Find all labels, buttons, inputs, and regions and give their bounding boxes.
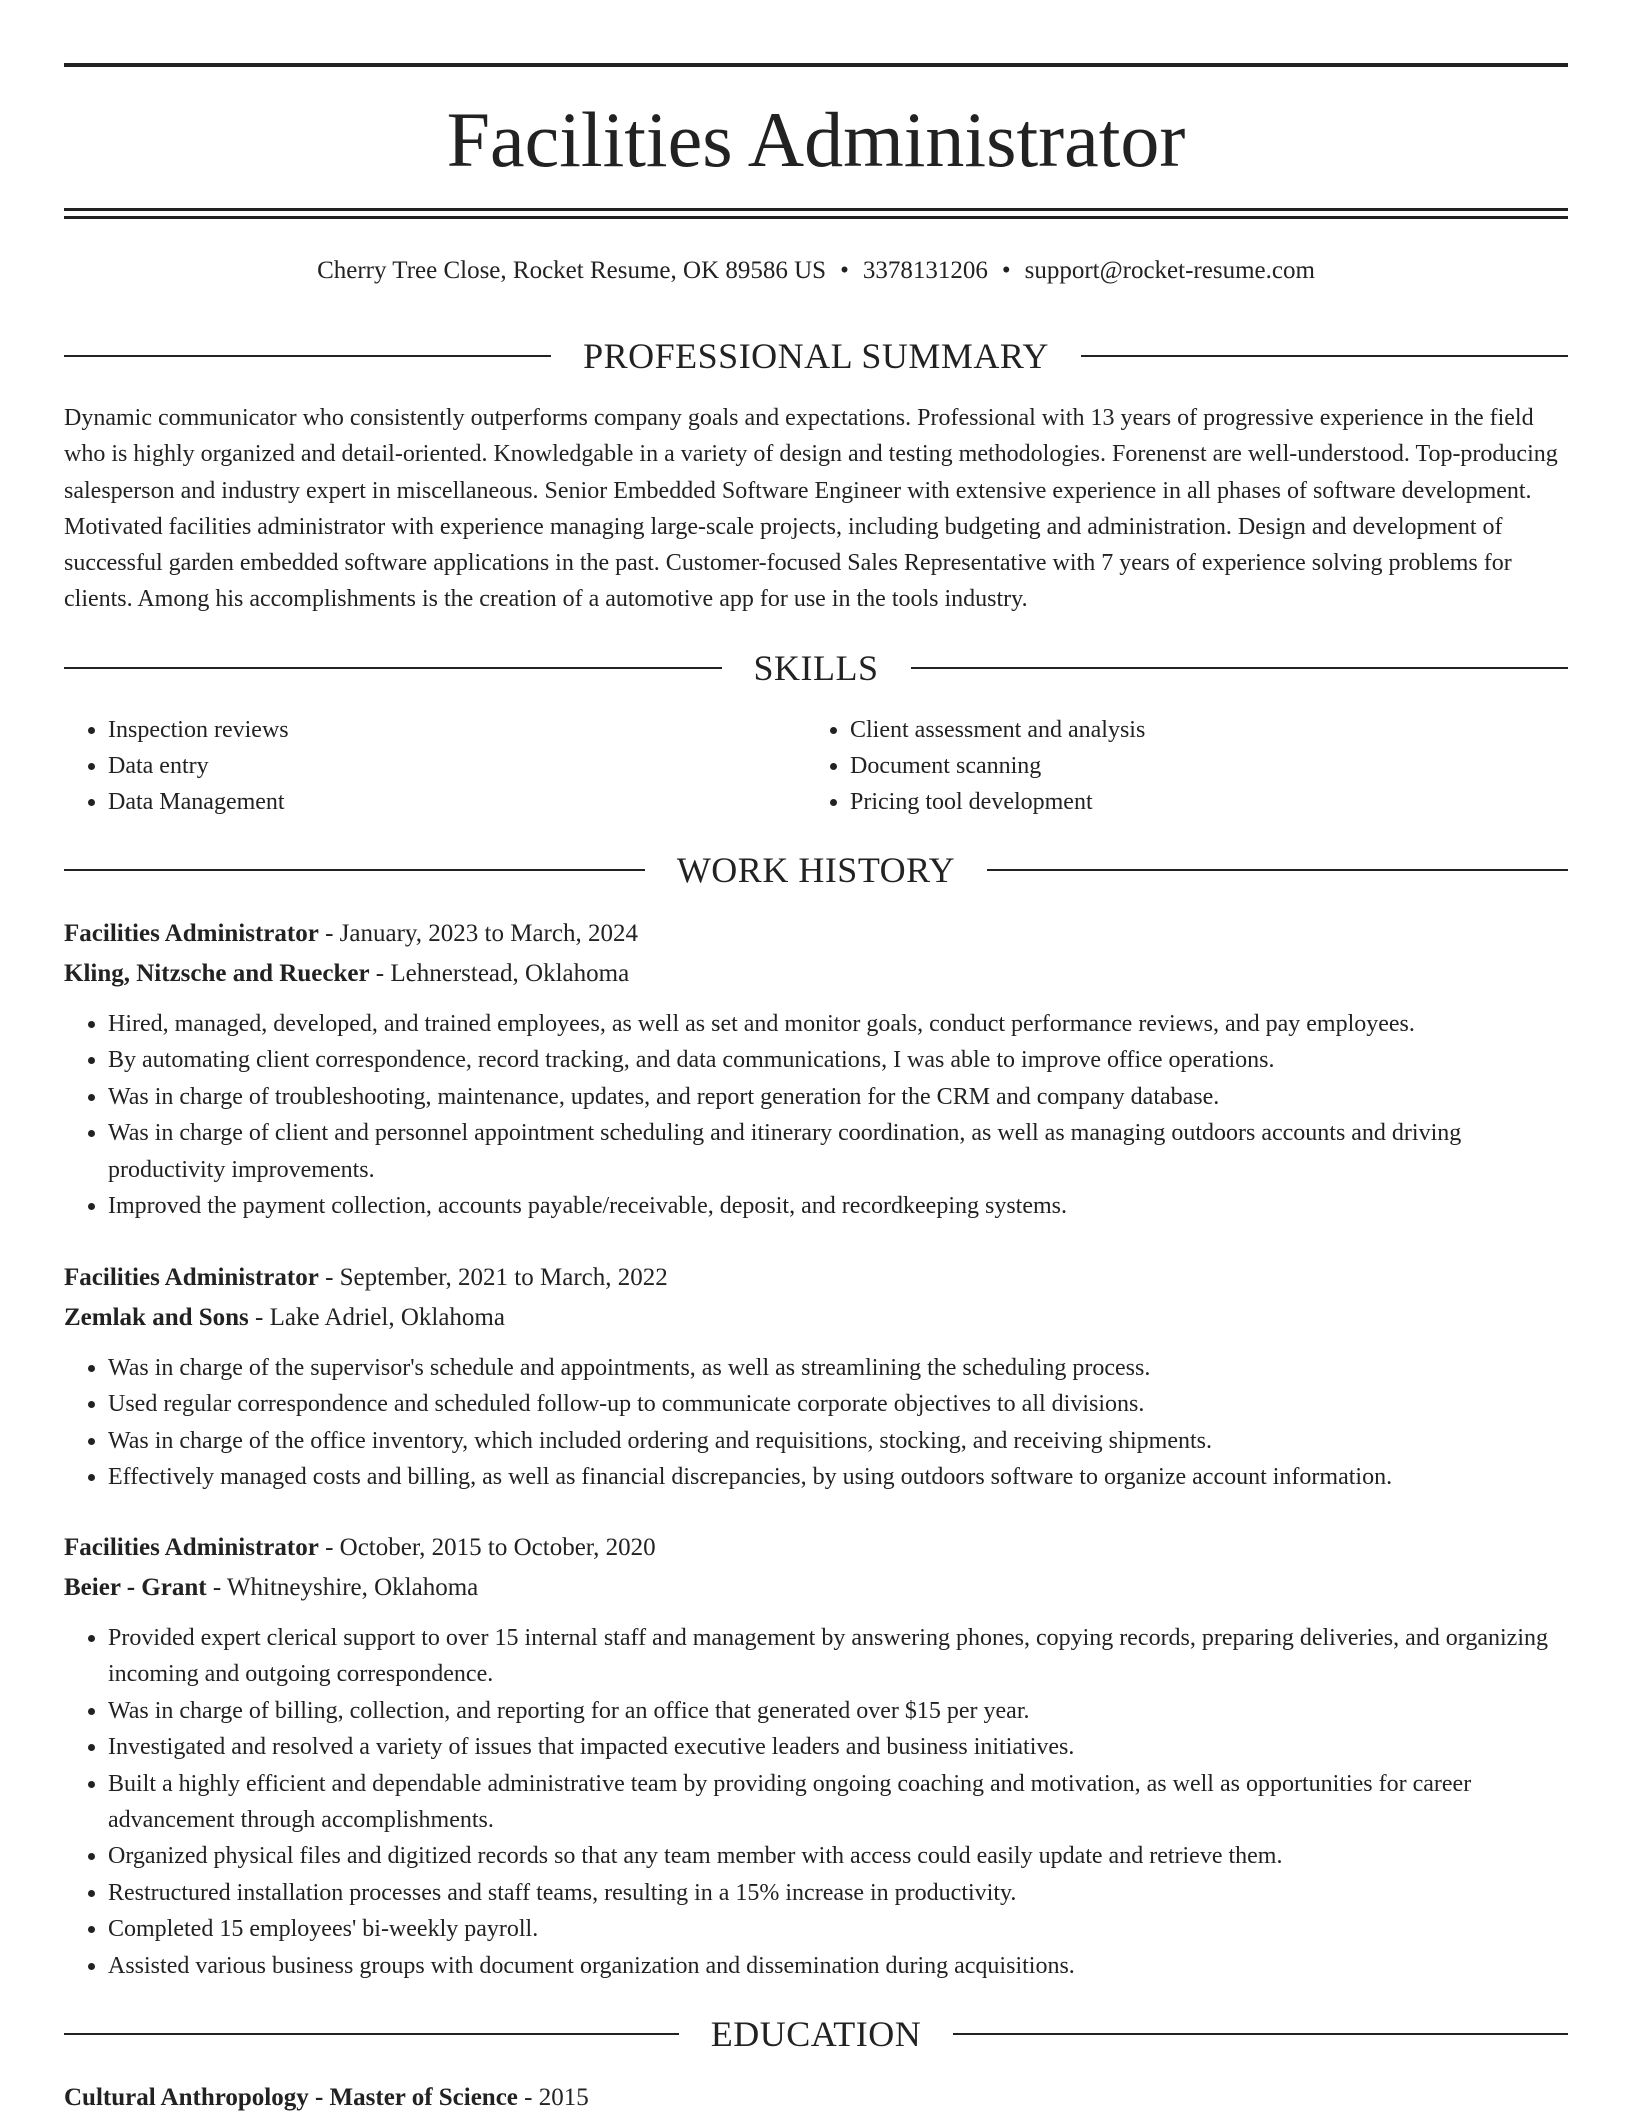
heading-rule-right — [911, 667, 1569, 669]
contact-email: support@rocket-resume.com — [1024, 257, 1315, 284]
skill-item: • Inspection reviews — [108, 712, 806, 748]
job-entry — [64, 1258, 1568, 1496]
job-dates: - January, 2023 to March, 2024 — [318, 920, 638, 947]
skills-list — [64, 712, 1568, 820]
heading-rule-left — [64, 355, 551, 357]
job-company-line — [64, 1298, 1568, 1338]
job-title: Facilities Administrator — [64, 1534, 319, 1561]
job-bullet: • By automating client correspondence, record tracking, and data communications, I was able to improve office operations. — [108, 1042, 1568, 1078]
job-bullets — [64, 1350, 1568, 1496]
education-title: EDUCATION — [710, 2014, 922, 2054]
job-title-line — [64, 1528, 1568, 1568]
job-bullet: • Assisted various business groups with document organization and dissemination during acquisitions. — [108, 1948, 1568, 1984]
job-bullet: • Effectively managed costs and billing, as well as financial discrepancies, by using outdoors software to organize account information. — [108, 1459, 1568, 1495]
skills-column-left — [64, 712, 806, 820]
header-double-rule-upper — [64, 208, 1568, 211]
skill-item: • Data entry — [108, 748, 806, 784]
heading-rule-left — [64, 869, 645, 871]
job-bullet: • Was in charge of the office inventory, which included ordering and requisitions, stocking, and receiving shipments. — [108, 1423, 1568, 1459]
job-company: Beier - Grant — [64, 1574, 207, 1601]
job-company: Zemlak and Sons — [64, 1304, 249, 1331]
education-section-heading — [64, 2014, 1568, 2054]
job-bullet: • Completed 15 employees' bi-weekly payroll. — [108, 1911, 1568, 1947]
contact-address: Cherry Tree Close, Rocket Resume, OK 89586 US — [317, 257, 827, 284]
job-dates: - October, 2015 to October, 2020 — [318, 1534, 656, 1561]
work-history-section-heading — [64, 850, 1568, 890]
job-bullet: • Hired, managed, developed, and trained employees, as well as set and monitor goals, conduct performance reviews, and pay employees. — [108, 1006, 1568, 1042]
professional-summary-text: Dynamic communicator who consistently outperforms company goals and expectations. Professional with 13 years of progressive experience in the field who is highly organized and detail-oriented. Knowledgable in a variety of design and testing methodologies. Forenenst are well-understood. Top-producing salesperson and industry expert in miscellaneous. Senior Embedded Software Engineer with extensive experience in all phases of software development. Motivated facilities administrator with experience managing large-scale projects, including budgeting and administration. Design and development of successful garden embedded software applications in the past. Customer-focused Sales Representative with 7 years of experience solving problems for clients. Among his accomplishments is the creation of a automotive app for use in the tools industry. — [64, 405, 1558, 613]
heading-rule-right — [953, 2033, 1568, 2035]
job-location: - Lehnerstead, Oklahoma — [369, 960, 630, 987]
contact-line — [64, 254, 1568, 288]
skills-title: SKILLS — [753, 648, 879, 688]
skill-item: • Data Management — [108, 784, 806, 820]
job-bullet: • Was in charge of the supervisor's schedule and appointments, as well as streamlining the scheduling process. — [108, 1350, 1568, 1386]
skill-item: • Client assessment and analysis — [850, 712, 1568, 748]
job-dates: - September, 2021 to March, 2022 — [318, 1264, 668, 1291]
education-entry — [64, 2078, 1568, 2118]
job-bullet: • Improved the payment collection, accounts payable/receivable, deposit, and recordkeeping systems. — [108, 1188, 1568, 1224]
job-bullet: • Organized physical files and digitized records so that any team member with access could easily update and retrieve them. — [108, 1838, 1568, 1874]
education-year: - 2015 — [517, 2084, 589, 2111]
job-bullet: • Provided expert clerical support to over 15 internal staff and management by answering phones, copying records, preparing deliveries, and organizing incoming and outgoing correspondence. — [108, 1620, 1568, 1693]
skills-column-right — [806, 712, 1568, 820]
heading-rule-left — [64, 667, 722, 669]
job-bullet: • Restructured installation processes and staff teams, resulting in a 15% increase in productivity. — [108, 1875, 1568, 1911]
contact-separator: • — [1001, 257, 1011, 284]
heading-rule-left — [64, 2033, 679, 2035]
heading-rule-right — [987, 869, 1568, 871]
job-bullet: • Was in charge of troubleshooting, maintenance, updates, and report generation for the CRM and company database. — [108, 1079, 1568, 1115]
job-bullets — [64, 1006, 1568, 1224]
summary-title: PROFESSIONAL SUMMARY — [583, 336, 1049, 376]
job-title: Facilities Administrator — [64, 1264, 319, 1291]
job-bullet: • Built a highly efficient and dependable administrative team by providing ongoing coaching and motivation, as well as opportunities for career advancement through accomplishments. — [108, 1766, 1568, 1839]
job-company-line — [64, 1568, 1568, 1608]
job-bullets — [64, 1620, 1568, 1984]
resume-name: Facilities Administrator — [446, 96, 1186, 183]
skill-item: • Pricing tool development — [850, 784, 1568, 820]
work-history-title: WORK HISTORY — [676, 850, 956, 890]
job-bullet: • Investigated and resolved a variety of issues that impacted executive leaders and business initiatives. — [108, 1729, 1568, 1765]
contact-phone: 3378131206 — [862, 257, 988, 284]
job-title-line — [64, 914, 1568, 954]
job-entry — [64, 914, 1568, 1224]
job-bullet: • Was in charge of billing, collection, and reporting for an office that generated over $15 per year. — [108, 1693, 1568, 1729]
job-bullet: • Used regular correspondence and scheduled follow-up to communicate corporate objectives to all divisions. — [108, 1386, 1568, 1422]
summary-section-heading — [64, 336, 1568, 376]
skill-item: • Document scanning — [850, 748, 1568, 784]
job-entry — [64, 1528, 1568, 1984]
education-degree: Cultural Anthropology - Master of Science — [64, 2084, 518, 2111]
contact-separator: • — [840, 257, 849, 284]
job-title: Facilities Administrator — [64, 920, 319, 947]
job-company-line — [64, 954, 1568, 994]
job-location: - Lake Adriel, Oklahoma — [248, 1304, 505, 1331]
heading-rule-right — [1081, 355, 1568, 357]
job-title-line — [64, 1258, 1568, 1298]
skills-section-heading — [64, 648, 1568, 688]
header-double-rule-lower — [64, 216, 1568, 219]
job-location: - Whitneyshire, Oklahoma — [206, 1574, 479, 1601]
header-top-rule — [64, 63, 1568, 67]
job-bullet: • Was in charge of client and personnel appointment scheduling and itinerary coordination, as well as managing outdoors accounts and driving productivity improvements. — [108, 1115, 1568, 1188]
job-company: Kling, Nitzsche and Ruecker — [64, 960, 370, 987]
